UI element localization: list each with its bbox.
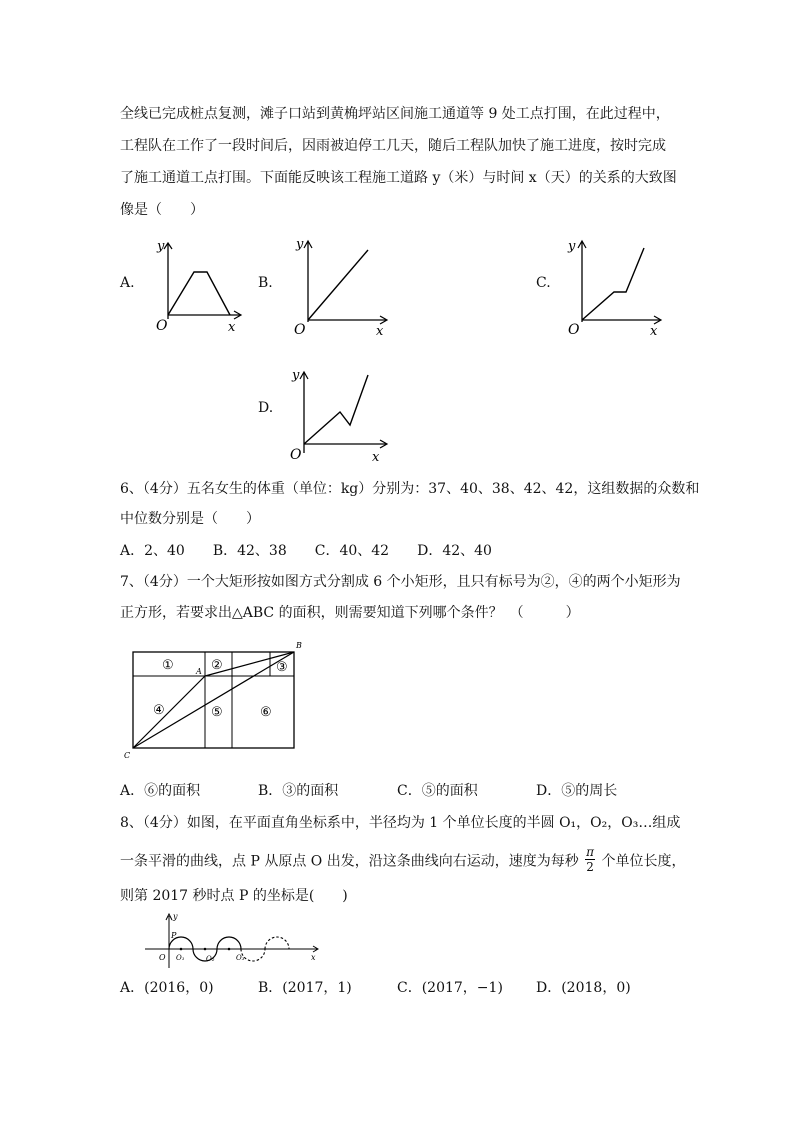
q7-line-1: 7、（4分）一个大矩形按如图方式分割成 6 个小矩形，且只有标号为②，④的两个小矩形为 <box>120 574 681 590</box>
q8-label-o1: O₁ <box>176 954 185 962</box>
q8-line-2-pre: 一条平滑的曲线，点 P 从原点 O 出发，沿这条曲线向右运动，速度为每秒 <box>120 853 579 870</box>
q6-line-1: 6、（4分）五名女生的体重（单位：kg）分别为：37、40、38、42、42，这组数据的众数和 <box>120 481 700 497</box>
q7-option-a: A．⑥的面积 <box>120 783 201 799</box>
q7-point-a: A <box>196 667 202 676</box>
graph-b-x-label: x <box>376 324 384 339</box>
q7-label-4: ④ <box>153 703 165 718</box>
q8-line-1: 8、（4分）如图，在平面直角坐标系中，半径均为 1 个单位长度的半圆 O₁，O₂，O₃…组成 <box>120 815 681 831</box>
q5-line-1: 全线已完成桩点复测，滩子口站到黄桷坪站区间施工通道等 9 处工点打围，在此过程中， <box>120 106 670 122</box>
q7-label-2: ② <box>211 658 223 673</box>
q7-label-5: ⑤ <box>211 705 223 720</box>
graph-d-y-label: y <box>292 368 300 383</box>
q8-label-x: x <box>311 953 316 962</box>
graph-a-origin-label: O <box>156 318 168 334</box>
q7-option-c: C．⑤的面积 <box>397 783 478 799</box>
q8-option-c: C．(2017，−1) <box>397 980 503 996</box>
q7-line-2: 正方形，若要求出△ABC 的面积，则需要知道下列哪个条件？ （ ） <box>120 605 580 621</box>
q7-label-6: ⑥ <box>260 705 272 720</box>
q8-line-2-post: 个单位长度， <box>601 853 686 870</box>
q5-option-c-label: C. <box>536 275 551 291</box>
q8-fraction <box>585 845 595 874</box>
graph-d-x-label: x <box>372 450 380 465</box>
graph-c-curve <box>582 248 644 320</box>
q8-point-o1 <box>180 948 183 951</box>
q7-label-3: ③ <box>276 660 288 675</box>
q8-semicircle-3 <box>217 937 241 949</box>
graph-b-y-label: y <box>296 237 304 252</box>
q8-option-b: B．(2017，1) <box>258 980 352 996</box>
q8-fraction-numerator: π <box>586 845 595 859</box>
q8-semicircle-4 <box>241 949 265 961</box>
q5-line-2: 工程队在工作了一段时间后，因雨被迫停工几天，随后工程队加快了施工进度，按时完成 <box>120 138 666 154</box>
q7-point-c: C <box>124 751 131 760</box>
q8-label-o2: O₂ <box>206 955 215 963</box>
q8-label-p: P <box>171 931 177 940</box>
q6-line-2: 中位数分别是（ ） <box>120 511 260 527</box>
graph-a-curve <box>168 272 230 315</box>
q7-point-b: B <box>296 641 302 650</box>
q8-option-a: A．(2016，0) <box>120 980 214 996</box>
q5-option-b-label: B. <box>258 275 273 291</box>
q6-options: A．2、40 B．42、38 C．40、42 D．42、40 <box>120 543 492 559</box>
graph-c <box>562 234 672 339</box>
q8-line-3: 则第 2017 秒时点 P 的坐标是( ) <box>120 888 348 904</box>
graph-d-curve <box>304 375 368 444</box>
q8-semicircle-5 <box>265 937 289 949</box>
graph-c-x-label: x <box>650 324 658 339</box>
q7-rectangle-figure <box>120 638 310 760</box>
q8-option-d: D．(2018，0) <box>536 980 631 996</box>
q8-point-o3 <box>228 948 231 951</box>
q7-option-b: B．③的面积 <box>258 783 339 799</box>
graph-a <box>150 234 250 334</box>
q8-label-o3: O₃ <box>236 954 245 962</box>
q8-label-o: O <box>159 953 166 962</box>
graph-a-y-label: y <box>157 239 165 254</box>
q5-line-3: 了施工通道工点打围。下面能反映该工程施工道路 y（米）与时间 x（天）的关系的大致图 <box>120 170 677 186</box>
graph-b <box>288 234 398 339</box>
graph-d <box>288 365 398 465</box>
q8-fraction-denominator: 2 <box>586 860 594 874</box>
q7-option-d: D．⑤的周长 <box>536 783 618 799</box>
graph-a-x-label: x <box>228 320 236 335</box>
graph-c-origin-label: O <box>568 322 580 338</box>
graph-d-origin-label: O <box>290 447 302 463</box>
q8-line-2 <box>120 847 686 876</box>
graph-b-curve <box>308 250 368 320</box>
q5-option-a-label: A. <box>120 275 135 291</box>
graph-c-y-label: y <box>568 239 576 254</box>
q8-curve-figure <box>145 910 325 968</box>
q5-option-d-label: D. <box>258 400 274 416</box>
q8-label-y: y <box>173 912 178 921</box>
q5-line-4: 像是（ ） <box>120 202 204 218</box>
q7-label-1: ① <box>162 658 174 673</box>
q8-point-o2 <box>204 948 207 951</box>
graph-b-origin-label: O <box>294 322 306 338</box>
